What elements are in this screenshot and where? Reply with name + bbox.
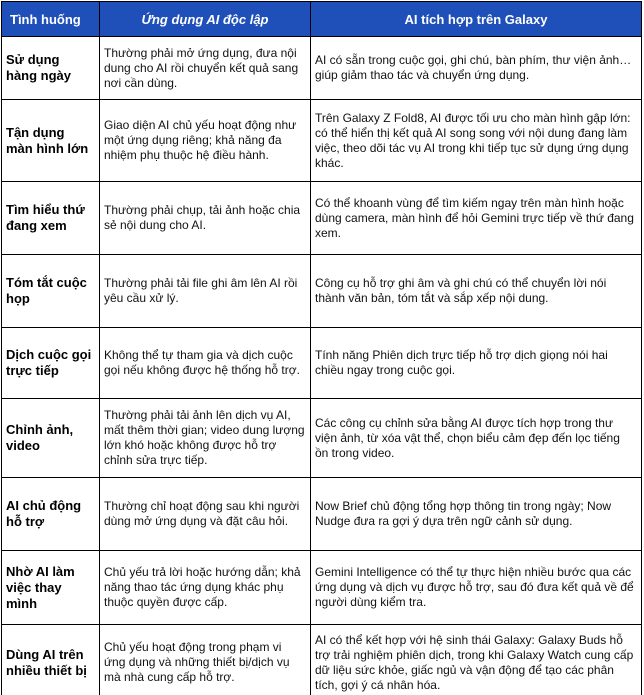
table-row (2, 399, 642, 478)
standalone-cell: Thường phải mở ứng dụng, đưa nội dung cho AI rồi chuyển kết quả sang nơi cần dùng. (100, 37, 311, 100)
standalone-cell: Giao diện AI chủ yếu hoạt động như một ứng dụng riêng; khả năng đa nhiệm phụ thuộc hệ điều hành. (100, 100, 311, 182)
standalone-cell: Thường phải tải file ghi âm lên AI rồi yêu cầu xử lý. (100, 255, 311, 328)
scenario-cell: Tận dụng màn hình lớn (2, 100, 100, 182)
galaxy-cell: AI có thể kết hợp với hệ sinh thái Galaxy: Galaxy Buds hỗ trợ trải nghiệm phiên dịch, trong khi Galaxy Watch cung cấp dữ liệu sức khỏe, giấc ngủ và vận động để tạo các phân tích, gợi ý cá nhân hóa. (311, 625, 642, 695)
scenario-cell: Tóm tắt cuộc họp (2, 255, 100, 328)
standalone-cell: Thường chỉ hoạt động sau khi người dùng mở ứng dụng và đặt câu hỏi. (100, 478, 311, 551)
scenario-cell: Sử dụng hàng ngày (2, 37, 100, 100)
standalone-cell: Chủ yếu hoạt động trong phạm vi ứng dụng và những thiết bị/dịch vụ mà nhà cung cấp hỗ trợ. (100, 625, 311, 695)
table-body (2, 37, 642, 695)
standalone-cell: Thường phải tải ảnh lên dịch vụ AI, mất thêm thời gian; video dung lượng lớn khó hoặc không được hỗ trợ chỉnh sửa trực tiếp. (100, 399, 311, 478)
galaxy-cell: Now Brief chủ động tổng hợp thông tin trong ngày; Now Nudge đưa ra gợi ý dựa trên ngữ cảnh sử dụng. (311, 478, 642, 551)
header-row (2, 2, 642, 37)
galaxy-cell: Công cụ hỗ trợ ghi âm và ghi chú có thể chuyển lời nói thành văn bản, tóm tắt và sắp xếp nội dung. (311, 255, 642, 328)
table-header (2, 2, 642, 37)
galaxy-cell: Tính năng Phiên dịch trực tiếp hỗ trợ dịch giọng nói hai chiều ngay trong cuộc gọi. (311, 328, 642, 399)
comparison-table (1, 1, 642, 695)
header-galaxy-ai: AI tích hợp trên Galaxy (311, 2, 642, 37)
table-row (2, 100, 642, 182)
galaxy-cell: Trên Galaxy Z Fold8, AI được tối ưu cho màn hình gập lớn: có thể hiển thị kết quả AI song song với nội dung đang làm việc, theo dõi tác vụ AI trong khi tiếp tục sử dụng ứng dụng khác. (311, 100, 642, 182)
table-row (2, 328, 642, 399)
galaxy-cell: Các công cụ chỉnh sửa bằng AI được tích hợp trong thư viện ảnh, từ xóa vật thể, chọn biểu cảm đẹp đến lọc tiếng ồn trong video. (311, 399, 642, 478)
scenario-cell: Chỉnh ảnh, video (2, 399, 100, 478)
scenario-cell: AI chủ động hỗ trợ (2, 478, 100, 551)
galaxy-cell: Gemini Intelligence có thể tự thực hiện nhiều bước qua các ứng dụng và dịch vụ được hỗ trợ, sau đó đưa kết quả về để người dùng kiểm tra. (311, 551, 642, 625)
table-row (2, 551, 642, 625)
table-row (2, 478, 642, 551)
scenario-cell: Dùng AI trên nhiều thiết bị (2, 625, 100, 695)
galaxy-cell: AI có sẵn trong cuộc gọi, ghi chú, bàn phím, thư viện ảnh… giúp giảm thao tác và chuyển ứng dụng. (311, 37, 642, 100)
standalone-cell: Thường phải chụp, tải ảnh hoặc chia sẻ nội dung cho AI. (100, 182, 311, 255)
header-standalone-ai: Ứng dụng AI độc lập (100, 2, 311, 37)
table-row (2, 255, 642, 328)
table-row (2, 37, 642, 100)
scenario-cell: Dịch cuộc gọi trực tiếp (2, 328, 100, 399)
standalone-cell: Chủ yếu trả lời hoặc hướng dẫn; khả năng thao tác ứng dụng khác phụ thuộc quyền được cấp. (100, 551, 311, 625)
table-row (2, 625, 642, 695)
scenario-cell: Tìm hiểu thứ đang xem (2, 182, 100, 255)
scenario-cell: Nhờ AI làm việc thay mình (2, 551, 100, 625)
table-row (2, 182, 642, 255)
standalone-cell: Không thể tự tham gia và dịch cuộc gọi nếu không được hệ thống hỗ trợ. (100, 328, 311, 399)
galaxy-cell: Có thể khoanh vùng để tìm kiếm ngay trên màn hình hoặc dùng camera, màn hình để hỏi Gemini trực tiếp về thứ đang xem. (311, 182, 642, 255)
header-scenario: Tình huống (2, 2, 100, 37)
